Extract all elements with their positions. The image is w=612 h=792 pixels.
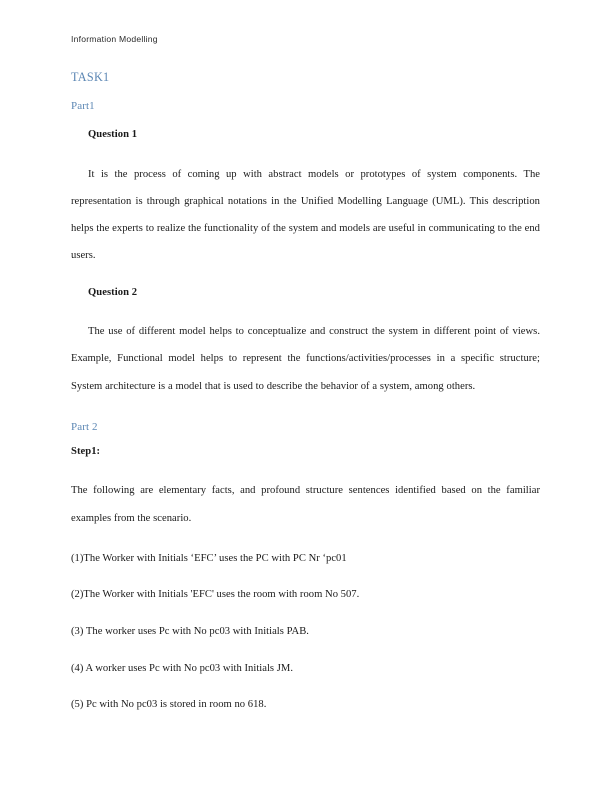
- paragraph-answer-2: The use of different model helps to conceptualize and construct the system in different point of views. Example, Functional model helps to represent the functions/activities/processes in a specific structure; System architecture is a model that is used to describe the behavior of a system, among others.: [71, 326, 540, 392]
- fact-item-3: (3) The worker uses Pc with No pc03 with Initials PAB.: [71, 626, 309, 637]
- fact-item-5: (5) Pc with No pc03 is stored in room no 618.: [71, 699, 267, 711]
- heading-step1: Step1:: [71, 445, 101, 457]
- paragraph-step1-intro: The following are elementary facts, and profound structure sentences identified based on the familiar examples from the scenario.: [71, 485, 540, 524]
- heading-question-2: Question 2: [88, 286, 138, 298]
- paragraph-answer-1: It is the process of coming up with abstract models or prototypes of system components. The representation is through graphical notations in the Unified Modelling Language (UML). This description helps the experts to realize the functionality of the system and models are useful in communicating to the end users.: [71, 168, 540, 262]
- fact-item-1: (1)The Worker with Initials ‘EFC’ uses the PC with PC Nr ‘pc01: [71, 552, 347, 564]
- fact-item-2: (2)The Worker with Initials 'EFC' uses the room with room No 507.: [71, 589, 360, 601]
- heading-task1: TASK1: [71, 70, 110, 84]
- heading-part2: Part 2: [71, 420, 98, 433]
- heading-part1: Part1: [71, 100, 95, 113]
- running-header-title: Information Modelling: [71, 34, 158, 44]
- fact-item-4: (4) A worker uses Pc with No pc03 with Initials JM.: [71, 662, 293, 674]
- heading-question-1: Question 1: [88, 129, 138, 141]
- document-body: [71, 62, 540, 711]
